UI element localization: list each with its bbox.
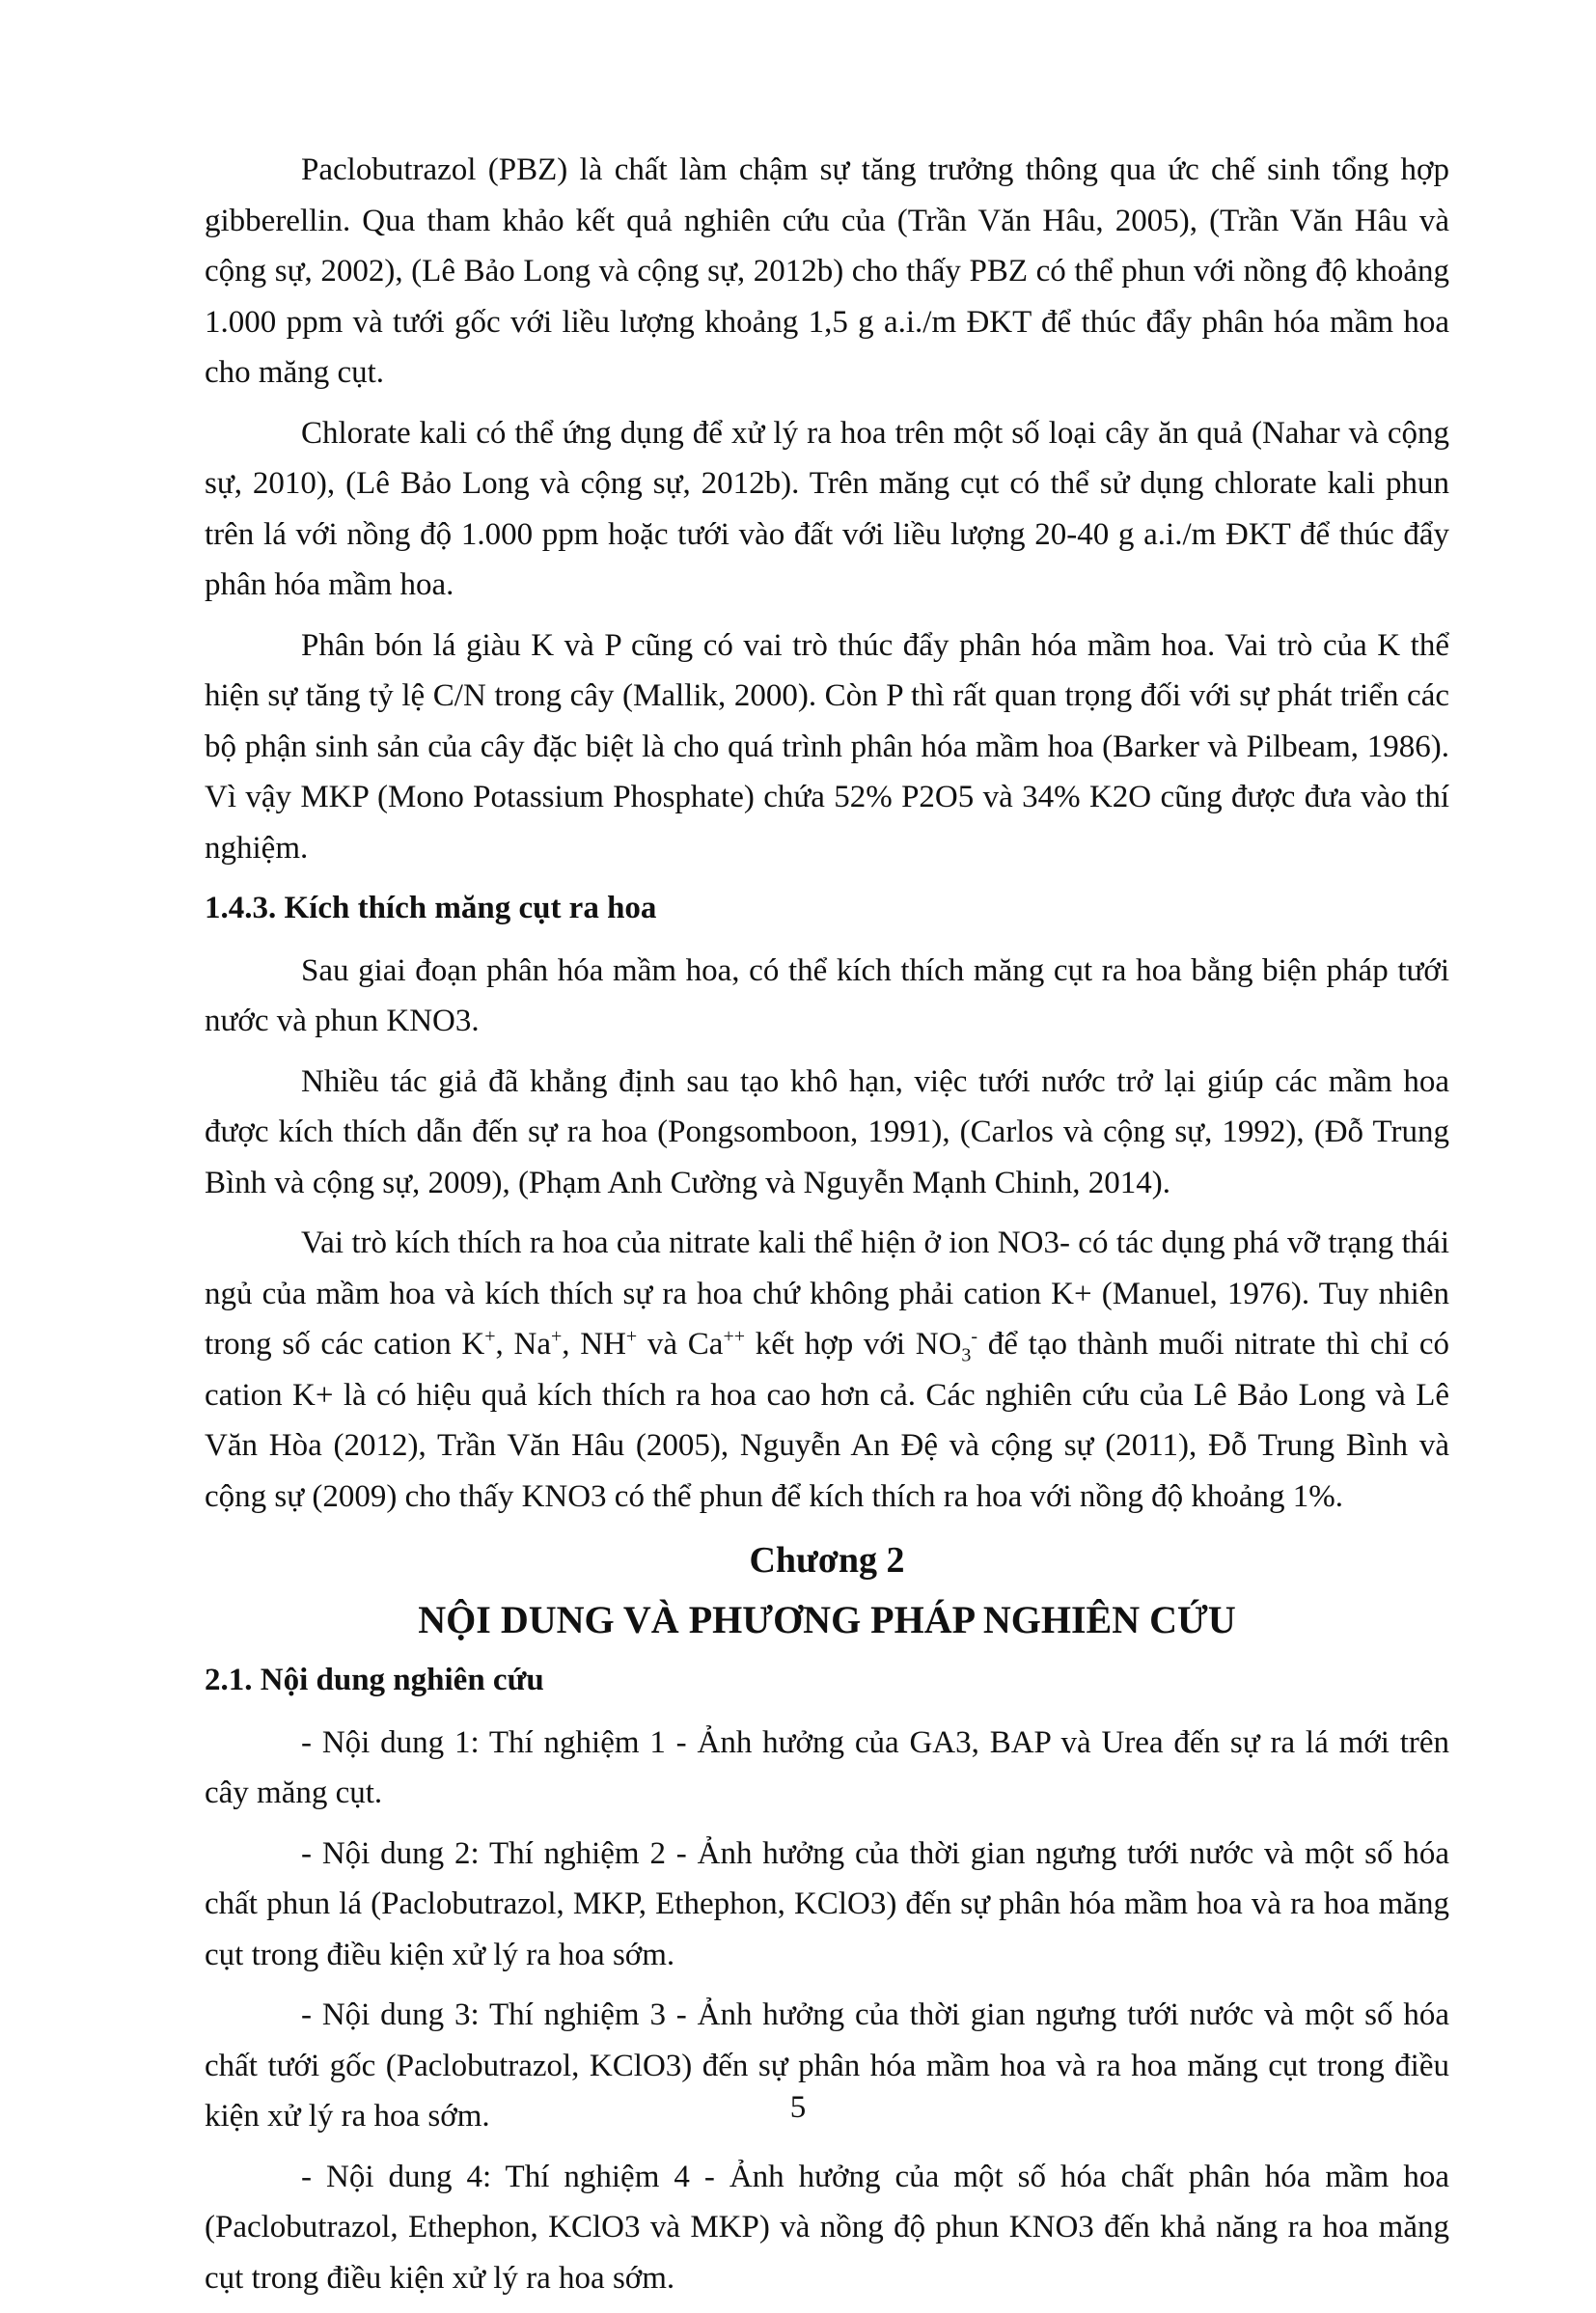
content-item-2: - Nội dung 2: Thí nghiệm 2 - Ảnh hưởng của thời gian ngưng tưới nước và một số hóa chất phun lá (Paclobutrazol, MKP, Ethephon, KClO3) đến sự phân hóa mầm hoa và ra hoa măng cụt trong điều kiện xử lý ra hoa sớm. — [205, 1835, 1449, 1972]
paragraph-pbz: Paclobutrazol (PBZ) là chất làm chậm sự tăng trưởng thông qua ức chế sinh tổng hợp gibberellin. Qua tham khảo kết quả nghiên cứu của (Trần Văn Hâu, 2005), (Trần Văn Hâu và cộng sự, 2002), (Lê Bảo Long và cộng sự, 2012b) cho thấy PBZ có thể phun với nồng độ khoảng 1.000 ppm và tưới gốc với liều lượng khoảng 1,5 g a.i./m ĐKT để thúc đẩy phân hóa mầm hoa cho măng cụt. — [205, 152, 1449, 390]
paragraph-kp-fertilizer: Phân bón lá giàu K và P cũng có vai trò thúc đẩy phân hóa mầm hoa. Vai trò của K thể hiện sự tăng tỷ lệ C/N trong cây (Mallik, 2000). Còn P thì rất quan trọng đối với sự phát triển các bộ phận sinh sản của cây đặc biệt là cho quá trình phân hóa mầm hoa (Barker và Pilbeam, 1986). Vì vậy MKP (Mono Potassium Phosphate) chứa 52% P2O5 và 34% K2O cũng được đưa vào thí nghiệm. — [205, 627, 1449, 866]
chapter-label: Chương 2 — [749, 1540, 905, 1581]
paragraph-chlorate: Chlorate kali có thể ứng dụng để xử lý ra hoa trên một số loại cây ăn quả (Nahar và cộng sự, 2010), (Lê Bảo Long và cộng sự, 2012b). Trên măng cụt có thể sử dụng chlorate kali phun trên lá với nồng độ 1.000 ppm hoặc tưới vào đất với liều lượng 20-40 g a.i./m ĐKT để thúc đẩy phân hóa mầm hoa. — [205, 415, 1449, 602]
paragraph-watering: Nhiều tác giả đã khẳng định sau tạo khô hạn, việc tưới nước trở lại giúp các mầm hoa được kích thích dẫn đến sự ra hoa (Pongsomboon, 1991), (Carlos và cộng sự, 1992), (Đỗ Trung Bình và cộng sự, 2009), (Phạm Anh Cường và Nguyễn Mạnh Chinh, 2014). — [205, 1063, 1449, 1200]
paragraph-stimulate: Sau giai đoạn phân hóa mầm hoa, có thể kích thích măng cụt ra hoa bằng biện pháp tưới nước và phun KNO3. — [205, 952, 1449, 1038]
content-item-1: - Nội dung 1: Thí nghiệm 1 - Ảnh hưởng của GA3, BAP và Urea đến sự ra lá mới trên cây măng cụt. — [205, 1724, 1449, 1810]
chapter-title: NỘI DUNG VÀ PHƯƠNG PHÁP NGHIÊN CỨU — [418, 1598, 1236, 1641]
paragraph-nitrate: Vai trò kích thích ra hoa của nitrate kali thể hiện ở ion NO3- có tác dụng phá vỡ trạng thái ngủ của mầm hoa và kích thích sự ra hoa chứ không phải cation K+ (Manuel, 1976). Tuy nhiên trong số các cation K+, Na+, NH+ và Ca++ kết hợp với $NO_3^-$ để tạo thành muối nitrate thì chỉ có cation K+ là có hiệu quả kích thích ra hoa cao hơn cả. Các nghiên cứu của Lê Bảo Long và Lê Văn Hòa (2012), Trần Văn Hâu (2005), Nguyễn An Đệ và cộng sự (2011), Đỗ Trung Bình và cộng sự (2009) cho thấy KNO3 có thể phun để kích thích ra hoa với nồng độ khoảng 1%. — [205, 1225, 1449, 1514]
page-number: 5 — [789, 2090, 807, 2125]
document-page — [205, 145, 1449, 2313]
content-item-4: - Nội dung 4: Thí nghiệm 4 - Ảnh hưởng của một số hóa chất phân hóa mầm hoa (Paclobutrazol, Ethephon, KClO3 và MKP) và nồng độ phun KNO3 đến khả năng ra hoa măng cụt trong điều kiện xử lý ra hoa sớm. — [205, 2159, 1449, 2296]
section-heading-2-1: 2.1. Nội dung nghiên cứu — [205, 1663, 544, 1697]
section-heading-1-4-3: 1.4.3. Kích thích măng cụt ra hoa — [205, 891, 657, 925]
content-item-3: - Nội dung 3: Thí nghiệm 3 - Ảnh hưởng của thời gian ngưng tưới nước và một số hóa chất tưới gốc (Paclobutrazol, KClO3) đến sự phân hóa mầm hoa và ra hoa măng cụt trong điều kiện xử lý ra hoa sớm. — [205, 1997, 1449, 2134]
